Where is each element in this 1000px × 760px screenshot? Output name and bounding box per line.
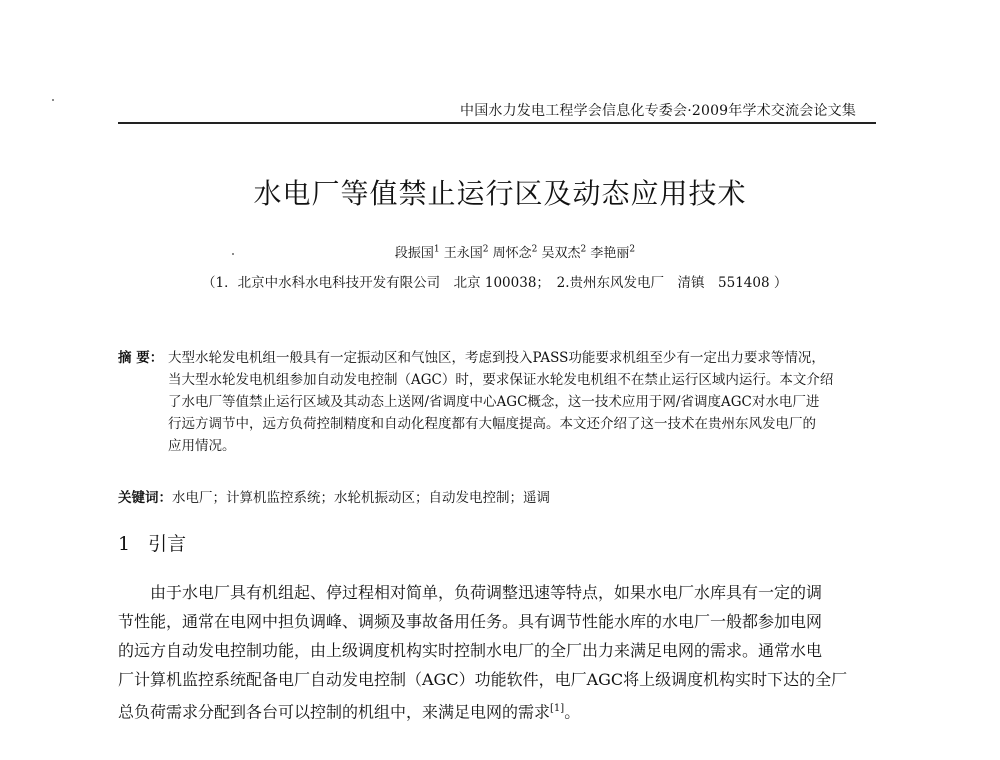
paragraph-line: 由于水电厂具有机组起、停过程相对简单，负荷调整迅速等特点，如果水电厂水库具有一定的调 bbox=[150, 583, 823, 602]
author-affil-mark: 1 bbox=[433, 244, 440, 255]
author-affil-mark: 2 bbox=[531, 244, 538, 255]
author-name: 王永国 bbox=[443, 246, 483, 261]
section-title: 引言 bbox=[148, 533, 187, 555]
abstract-line: 大型水轮发电机组一般具有一定振动区和气蚀区，考虑到投入PASS功能要求机组至少有一定出力要求等情况， bbox=[168, 350, 825, 366]
paragraph-end-punct: 。 bbox=[564, 702, 581, 722]
abstract-line: 应用情况。 bbox=[168, 438, 236, 454]
author-name: 李艳丽 bbox=[590, 246, 630, 261]
header-rule bbox=[118, 122, 876, 124]
abstract-label: 摘 要： bbox=[118, 350, 164, 366]
abstract-line: 当大型水轮发电机组参加自动发电控制（AGC）时，要求保证水轮发电机组不在禁止运行区域内运行。本文介绍 bbox=[168, 372, 834, 388]
keywords bbox=[118, 486, 550, 506]
abstract-line: 了水电厂等值禁止运行区域及其动态上送网/省调度中心AGC概念，这一技术应用于网/省调度AGC对水电厂进 bbox=[168, 394, 820, 410]
section-heading bbox=[118, 529, 186, 556]
abstract-body bbox=[168, 347, 888, 457]
running-header: 中国水力发电工程学会信息化专委会·2009年学术交流会论文集 bbox=[460, 103, 857, 119]
section-number: 1 bbox=[118, 533, 131, 555]
paragraph-line: 厂计算机监控系统配备电厂自动发电控制（AGC）功能软件，电厂AGC将上级调度机构实时下达的全厂 bbox=[118, 670, 848, 689]
author-name: 吴双杰 bbox=[541, 246, 581, 261]
section-paragraph bbox=[118, 578, 898, 723]
author-name: 周怀念 bbox=[492, 246, 532, 261]
paragraph-line-last bbox=[118, 694, 898, 723]
author-name: 段振国 bbox=[394, 246, 434, 261]
author-affil-mark: 2 bbox=[482, 244, 489, 255]
scan-speck bbox=[52, 99, 54, 101]
citation-mark: [1] bbox=[550, 703, 565, 714]
author-affil-mark: 2 bbox=[580, 244, 587, 255]
affiliations: （1．北京中水科水电科技开发有限公司 北京 100038； 2.贵州东风发电厂 清镇 551408 ） bbox=[202, 275, 788, 291]
paragraph-line: 的远方自动发电控制功能，由上级调度机构实时控制水电厂的全厂出力来满足电网的需求。通常水电 bbox=[118, 641, 823, 660]
paragraph-line-text: 总负荷需求分配到各台可以控制的机组中，来满足电网的需求 bbox=[118, 702, 551, 722]
keywords-text: 水电厂；计算机监控系统；水轮机振动区；自动发电控制；遥调 bbox=[172, 490, 550, 506]
keywords-label: 关键词： bbox=[118, 490, 172, 506]
paper-title: 水电厂等值禁止运行区及动态应用技术 bbox=[253, 177, 747, 210]
paragraph-line: 节性能，通常在电网中担负调峰、调频及事故备用任务。具有调节性能水库的水电厂一般都参加电网 bbox=[118, 612, 823, 631]
author-affil-mark: 2 bbox=[629, 244, 636, 255]
abstract-line: 行远方调节中，远方负荷控制精度和自动化程度都有大幅度提高。本文还介绍了这一技术在贵州东风发电厂的 bbox=[168, 416, 816, 432]
author-list bbox=[0, 242, 1000, 261]
